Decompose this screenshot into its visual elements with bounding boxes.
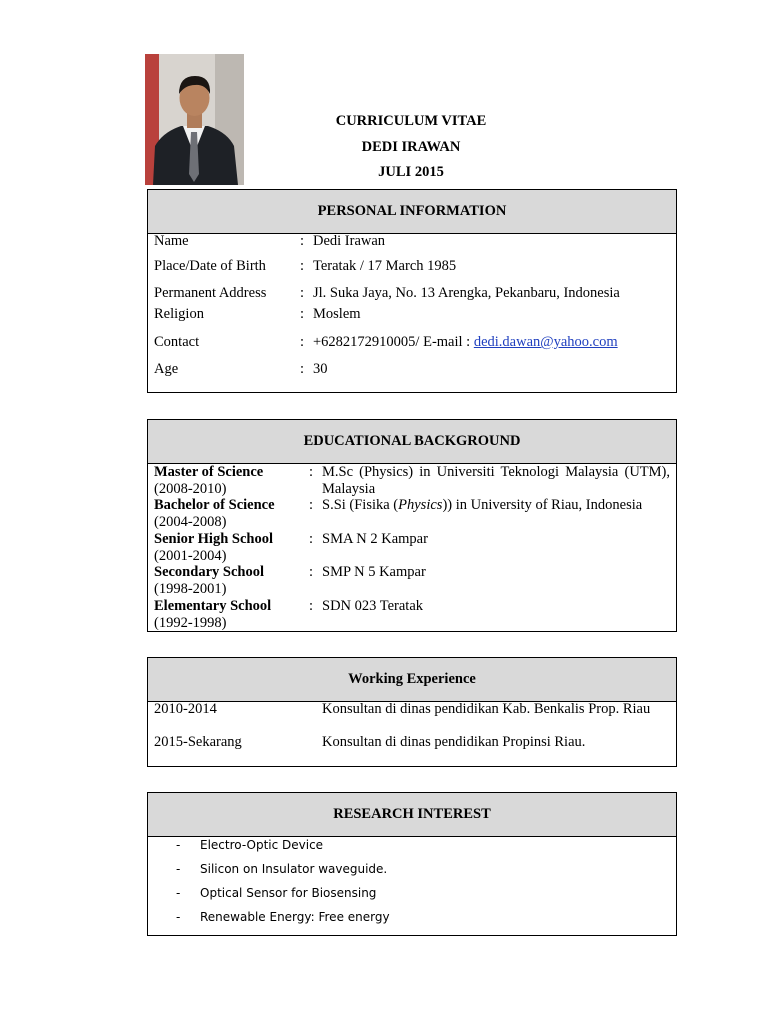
cv-name: DEDI IRAWAN [361, 139, 461, 155]
contact-phone: +6282172910005/ E-mail : [313, 334, 474, 350]
work-description: Konsultan di dinas pendidikan Kab. Benkalis Prop. Riau [322, 701, 651, 717]
info-value: Jl. Suka Jaya, No. 13 Arengka, Pekanbaru, Indonesia [313, 285, 620, 301]
edu-colon: : [309, 497, 314, 513]
section-heading: PERSONAL INFORMATION [148, 190, 676, 234]
degree-years: (2008-2010) [154, 480, 227, 497]
info-value: Teratak / 17 March 1985 [313, 258, 457, 274]
bullet-dash: - [176, 862, 181, 876]
research-interest-section [147, 792, 677, 936]
info-label: Religion [154, 306, 204, 322]
edu-colon: : [309, 564, 314, 580]
info-colon: : [300, 361, 305, 377]
work-period: 2015-Sekarang [154, 734, 242, 750]
degree-value-part: )) in University of Riau, Indonesia [442, 497, 643, 513]
education-section [147, 419, 677, 632]
edu-colon: : [309, 464, 314, 480]
degree-years: (2001-2004) [154, 547, 227, 564]
research-item-text: Optical Sensor for Biosensing [200, 886, 377, 900]
degree-value: SMP N 5 Kampar [322, 564, 426, 580]
info-colon: : [300, 233, 305, 249]
degree-value: SMA N 2 Kampar [322, 531, 428, 547]
bullet-dash: - [176, 838, 181, 852]
cv-date: JULI 2015 [378, 164, 444, 180]
info-value: 30 [313, 361, 328, 377]
info-colon: : [300, 334, 305, 350]
degree-years: (2004-2008) [154, 513, 227, 530]
cv-title: CURRICULUM VITAE [335, 113, 487, 129]
section-heading: RESEARCH INTEREST [148, 793, 676, 837]
email-link[interactable]: dedi.dawan@yahoo.com [473, 334, 618, 350]
degree-label: Secondary School [154, 564, 264, 580]
bullet-dash: - [176, 910, 181, 924]
work-period: 2010-2014 [154, 701, 217, 717]
degree-years: (1992-1998) [154, 614, 227, 631]
info-value: Moslem [313, 306, 361, 322]
degree-value [322, 497, 670, 514]
degree-label: Master of Science [154, 464, 264, 480]
info-label: Name [154, 233, 189, 249]
degree-value: M.Sc (Physics) in Universiti Teknologi Malaysia (UTM), Malaysia [322, 464, 670, 497]
info-label: Contact [154, 334, 200, 350]
degree-value-italic: Physics [398, 497, 443, 513]
section-heading: EDUCATIONAL BACKGROUND [148, 420, 676, 464]
degree-value-part: S.Si (Fisika ( [322, 497, 399, 513]
edu-colon: : [309, 531, 314, 547]
section-heading: Working Experience [148, 658, 676, 702]
research-item-text: Electro-Optic Device [200, 838, 324, 852]
info-colon: : [300, 306, 305, 322]
research-item-text: Renewable Energy: Free energy [200, 910, 390, 924]
profile-photo [145, 54, 244, 185]
work-description: Konsultan di dinas pendidikan Propinsi Riau. [322, 734, 586, 750]
info-value: Dedi Irawan [313, 233, 386, 249]
working-experience-section [147, 657, 677, 767]
personal-information-section [147, 189, 677, 393]
degree-label: Senior High School [154, 531, 273, 547]
info-colon: : [300, 285, 305, 301]
portrait-image [145, 54, 244, 185]
info-label: Permanent Address [154, 285, 267, 301]
info-colon: : [300, 258, 305, 274]
bullet-dash: - [176, 886, 181, 900]
info-label: Place/Date of Birth [154, 258, 266, 274]
research-item-text: Silicon on Insulator waveguide. [200, 862, 388, 876]
info-value [313, 334, 670, 351]
degree-label: Elementary School [154, 598, 272, 614]
degree-years: (1998-2001) [154, 580, 227, 597]
info-label: Age [154, 361, 179, 377]
degree-label: Bachelor of Science [154, 497, 275, 513]
degree-value: SDN 023 Teratak [322, 598, 424, 614]
edu-colon: : [309, 598, 314, 614]
